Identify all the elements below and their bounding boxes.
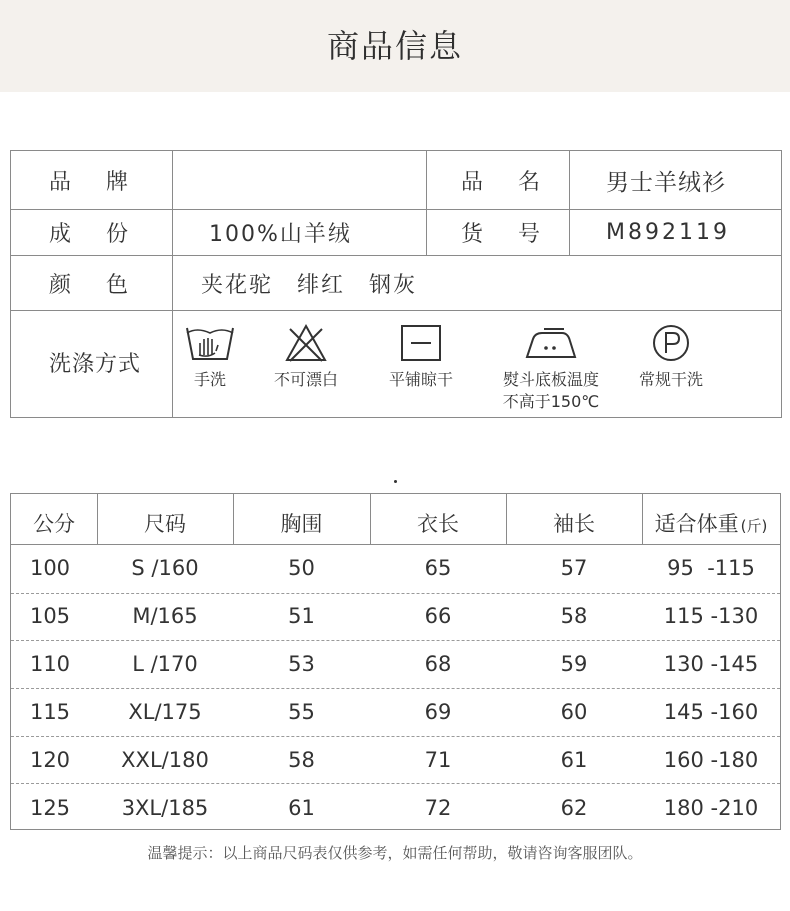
decorative-dot xyxy=(394,480,397,483)
wash-instruction: 不可漂白 xyxy=(246,323,366,391)
no-bleach-icon xyxy=(284,323,328,363)
color-option: 夹花驼 xyxy=(201,272,274,298)
dry-clean-p-icon xyxy=(649,323,693,363)
name-label: 品 名 xyxy=(461,169,541,195)
column-header: 适合体重 xyxy=(654,512,739,536)
wash-instruction: 手洗 xyxy=(150,323,270,391)
sku-label: 货 号 xyxy=(461,222,541,247)
composition-label: 成 份 xyxy=(49,222,129,247)
flat-dry-icon xyxy=(399,323,443,363)
color-option: 钢灰 xyxy=(369,272,418,298)
color-label: 颜 色 xyxy=(49,272,129,298)
wash-instruction: 平铺晾干 xyxy=(361,323,481,391)
page-title: 商品信息 xyxy=(326,27,463,65)
iron-icon xyxy=(524,323,578,363)
weight-unit: (斤) xyxy=(740,517,768,535)
column-header: 公分 xyxy=(33,512,75,536)
name-value: 男士羊绒衫 xyxy=(606,169,726,196)
composition-value: 100%山羊绒 xyxy=(209,222,352,247)
column-header: 袖长 xyxy=(553,512,595,536)
wash-label: 洗涤方式 xyxy=(49,352,142,377)
sku-value: M892119 xyxy=(606,220,730,245)
hand-wash-icon xyxy=(184,323,236,363)
column-header: 尺码 xyxy=(144,512,186,536)
column-header: 衣长 xyxy=(417,512,459,536)
wash-instruction: 熨斗底板温度 不高于150℃ xyxy=(481,323,621,413)
wash-instruction: 常规干洗 xyxy=(611,323,731,391)
size-chart-table: 公分 尺码 胸围 衣长 袖长 适合体重 (斤) 100 S /160 50 65 57 95 -115 105 M/165 51 66 58 115 -130 110 L /170 53 68 59 130 -145 115 XL/175 55 69 60 145 -160 120 XXL/180 58 71 61 160 -180 125 3XL/185 61 72 62 180 -210 xyxy=(10,493,781,830)
brand-label: 品 牌 xyxy=(49,169,129,195)
column-header: 胸围 xyxy=(280,512,323,536)
color-option: 绯红 xyxy=(297,272,346,298)
product-info-table xyxy=(10,150,782,418)
footer-note: 温馨提示：以上商品尺码表仅供参考，如需任何帮助，敬请咨询客服团队。 xyxy=(147,844,643,862)
